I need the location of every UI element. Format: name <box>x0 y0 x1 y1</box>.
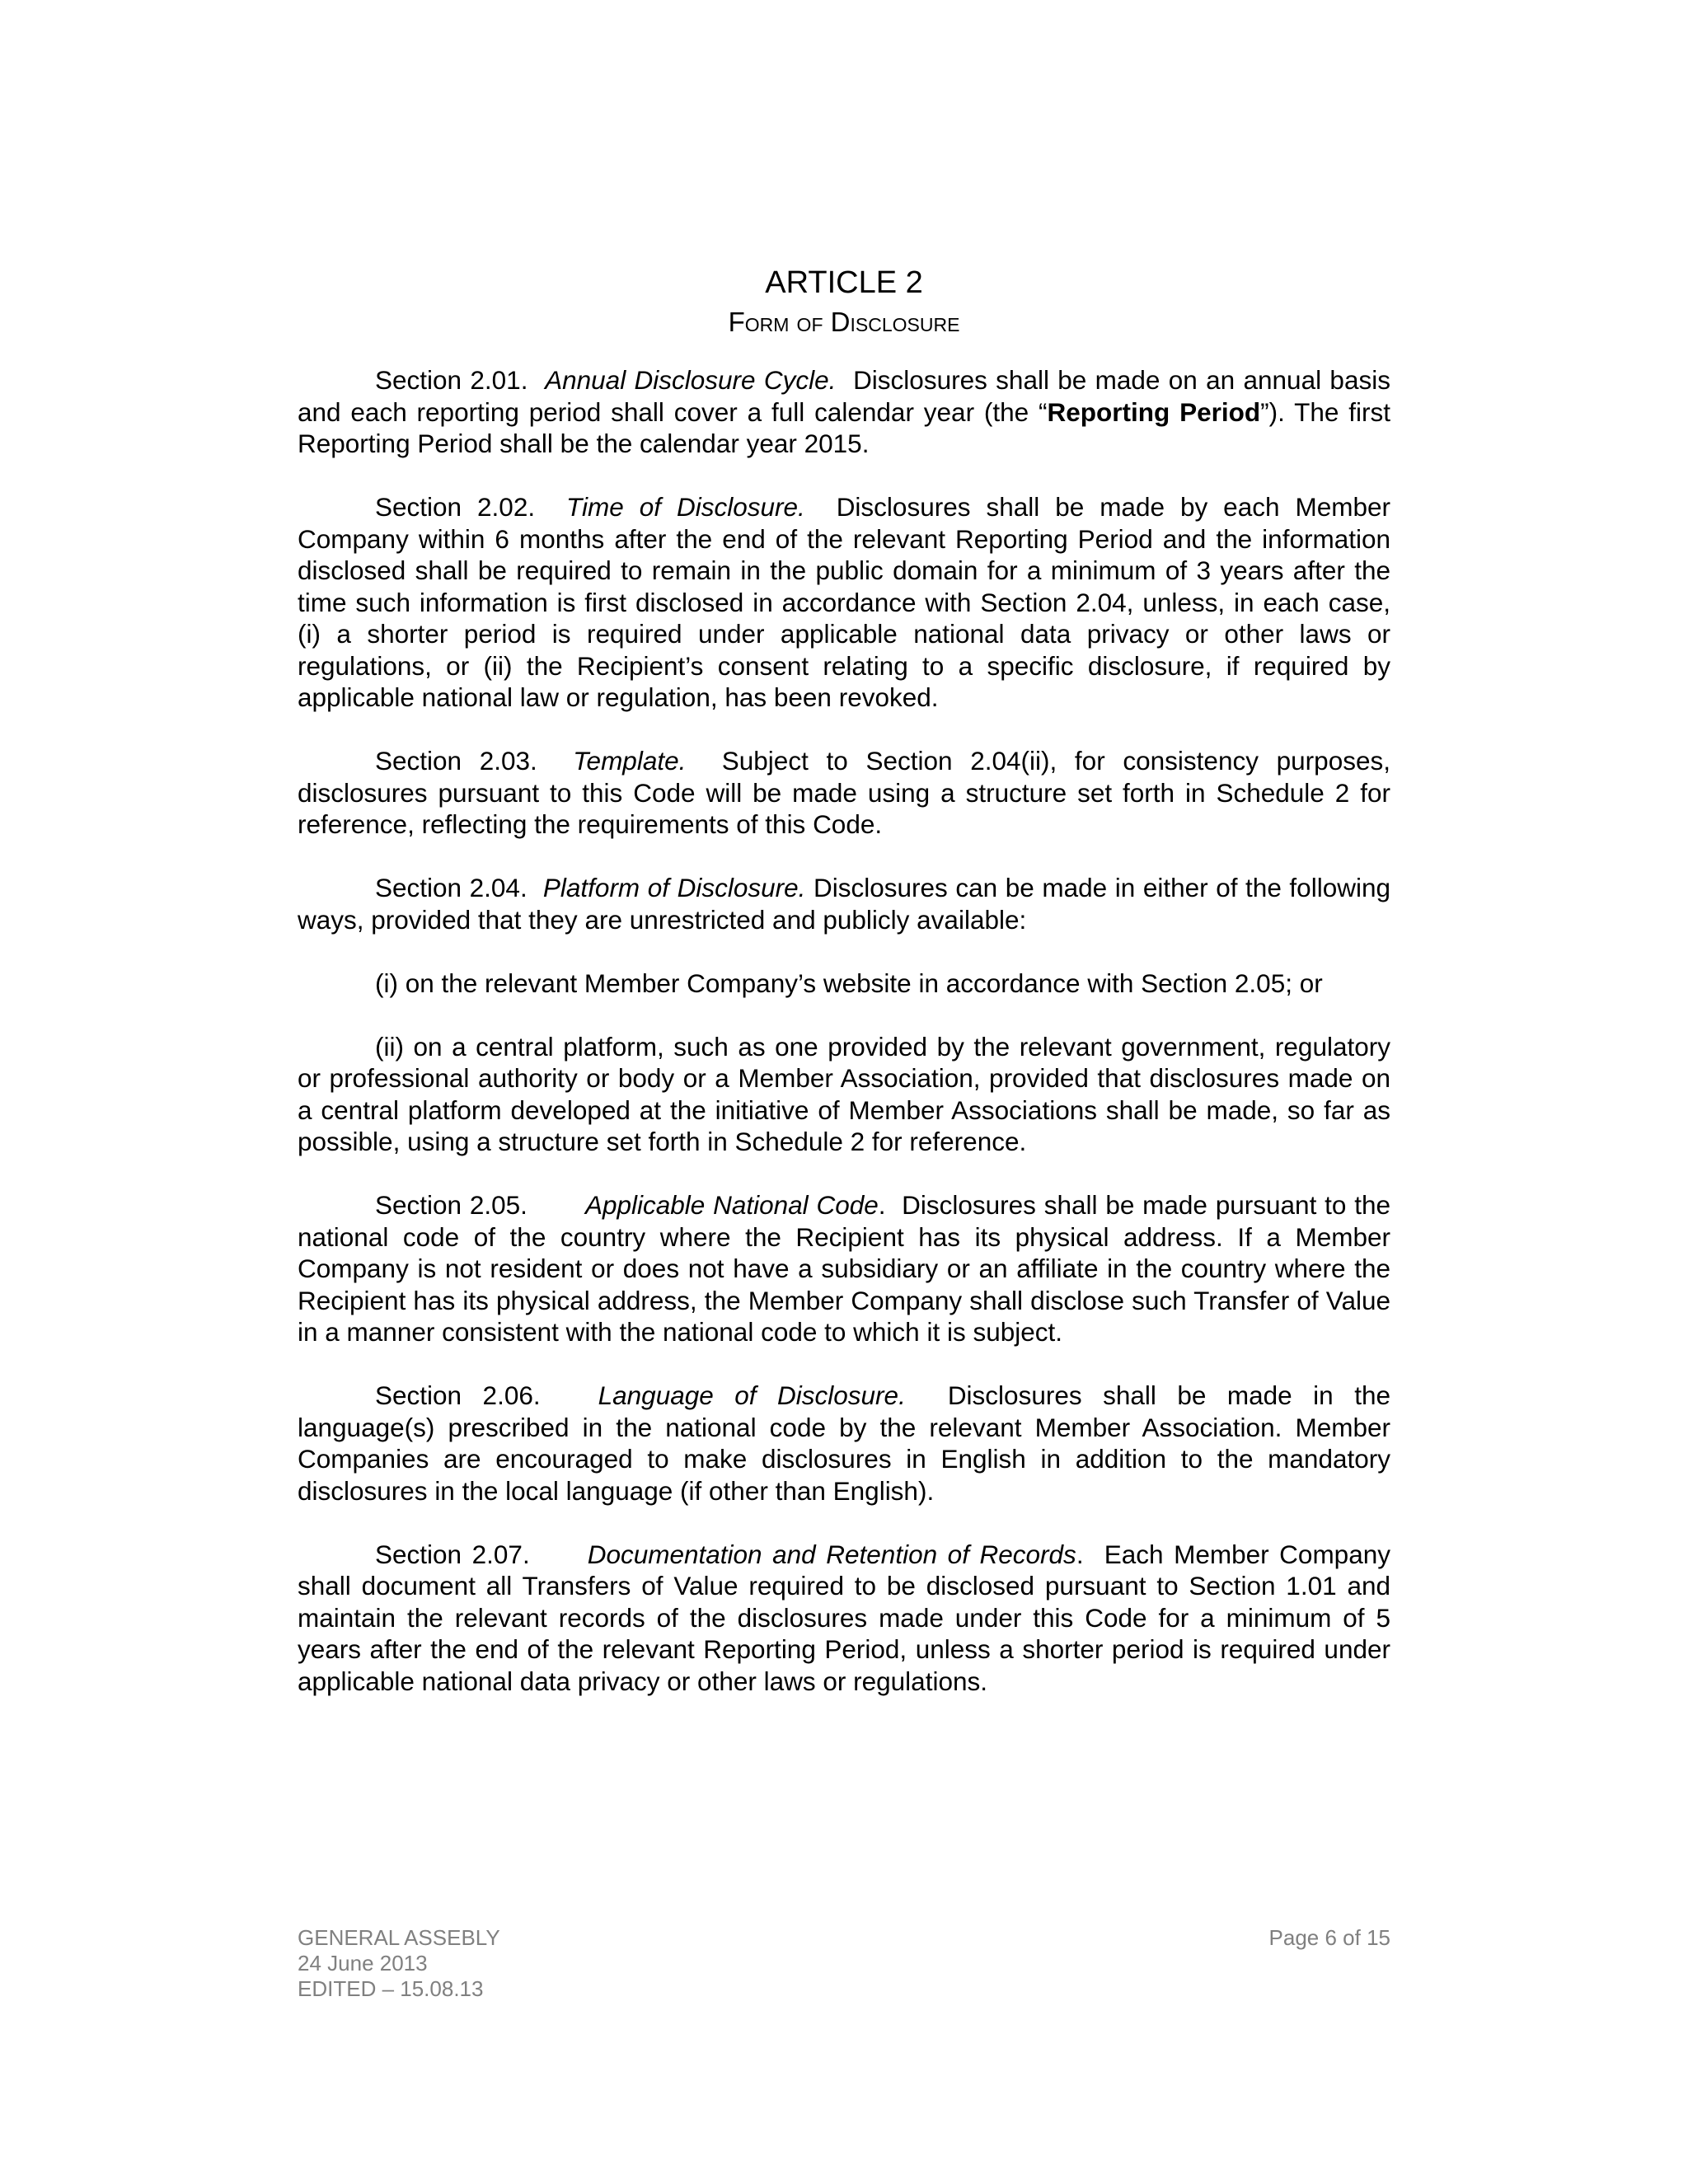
section-2-05 <box>298 1189 1390 1348</box>
section-title: Documentation and Retention of Records <box>587 1539 1076 1569</box>
section-2-03 <box>298 745 1390 841</box>
section-2-04 <box>298 872 1390 935</box>
section-2-04-item-ii <box>298 1031 1390 1158</box>
page-number: Page 6 of 15 <box>1268 1925 1390 1950</box>
footer-info <box>298 1925 500 2002</box>
article-heading <box>298 262 1390 341</box>
section-2-02 <box>298 491 1390 714</box>
section-2-06 <box>298 1380 1390 1507</box>
list-item: (i) on the relevant Member Company’s website in accordance with Section 2.05; or <box>375 968 1323 998</box>
section-body: Disclosures can be made in either of the following ways, provided that they are unrestricted and publicly available: <box>298 873 1390 935</box>
section-title-period: . <box>1076 1539 1084 1569</box>
section-number: Section 2.01. <box>375 365 528 395</box>
section-body: Disclosures shall be made pursuant to the national code of the country where the Recipient has its physical address. If a Member Company is not resident or does not have a subsidiary or an affiliate in the country where the Recipient has its physical address, the Member Company shall disclose such Transfer of Value in a manner consistent with the national code to which it is subject. <box>298 1190 1390 1347</box>
page-content <box>298 262 1390 1697</box>
section-title: Time of Disclosure. <box>566 492 805 522</box>
section-2-07 <box>298 1539 1390 1698</box>
section-number: Section 2.06. <box>375 1380 541 1410</box>
footer-edited: EDITED – 15.08.13 <box>298 1976 484 2001</box>
section-number: Section 2.05. <box>375 1190 528 1220</box>
defined-term: Reporting Period <box>1047 396 1261 427</box>
section-body: Each Member Company shall document all Transfers of Value required to be disclosed pursuant to Section 1.01 and maintain the relevant records of the disclosures made under this Code for a minimum of 5 years after the end of the relevant Reporting Period, unless a shorter period is required under applicable national data privacy or other laws or regulations. <box>298 1539 1390 1696</box>
section-number: Section 2.04. <box>375 873 528 902</box>
section-title: Applicable National Code <box>584 1190 879 1220</box>
section-title: Template. <box>573 746 687 776</box>
article-subtitle: Form of Disclosure <box>728 307 960 337</box>
section-number: Section 2.07. <box>375 1539 530 1569</box>
section-body-tail: ”). The first Reporting Period shall be the calendar year 2015. <box>298 396 1390 458</box>
footer-date: 24 June 2013 <box>298 1951 428 1975</box>
section-body: Disclosures shall be made on an annual basis and each reporting period shall cover a full calendar year (the “ <box>298 365 1390 427</box>
section-title: Language of Disclosure. <box>598 1380 906 1410</box>
section-title-period: . <box>878 1190 886 1220</box>
section-2-04-item-i <box>298 968 1390 1000</box>
section-body: Subject to Section 2.04(ii), for consistency purposes, disclosures pursuant to this Code will be made using a structure set forth in Schedule 2 for reference, reflecting the requirements of this Code. <box>298 746 1390 839</box>
section-2-01 <box>298 364 1390 460</box>
list-item: (ii) on a central platform, such as one provided by the relevant government, regulatory or professional authority or body or a Member Association, provided that disclosures made on a central platform developed at the initiative of Member Associations shall be made, so far as possible, using a structure set forth in Schedule 2 for reference. <box>298 1031 1390 1156</box>
article-title: ARTICLE 2 <box>765 265 923 300</box>
footer-assembly: GENERAL ASSEBLY <box>298 1925 500 1950</box>
section-number: Section 2.03. <box>375 746 537 776</box>
section-number: Section 2.02. <box>375 492 536 522</box>
section-title: Annual Disclosure Cycle. <box>545 365 837 395</box>
section-title: Platform of Disclosure. <box>542 873 806 902</box>
section-body: Disclosures shall be made by each Member Company within 6 months after the end of the relevant Reporting Period and the information disclosed shall be required to remain in the public domain for a minimum of 3 years after the time such information is first disclosed in accordance with Section 2.04, unless, in each case, (i) a shorter period is required under applicable national data privacy or other laws or regulations, or (ii) the Recipient’s consent relating to a specific disclosure, if required by applicable national law or regulation, has been revoked. <box>298 492 1390 712</box>
section-body: Disclosures shall be made in the language(s) prescribed in the national code by the relevant Member Association. Member Companies are encouraged to make disclosures in English in addition to the mandatory disclosures in the local language (if other than English). <box>298 1380 1390 1506</box>
